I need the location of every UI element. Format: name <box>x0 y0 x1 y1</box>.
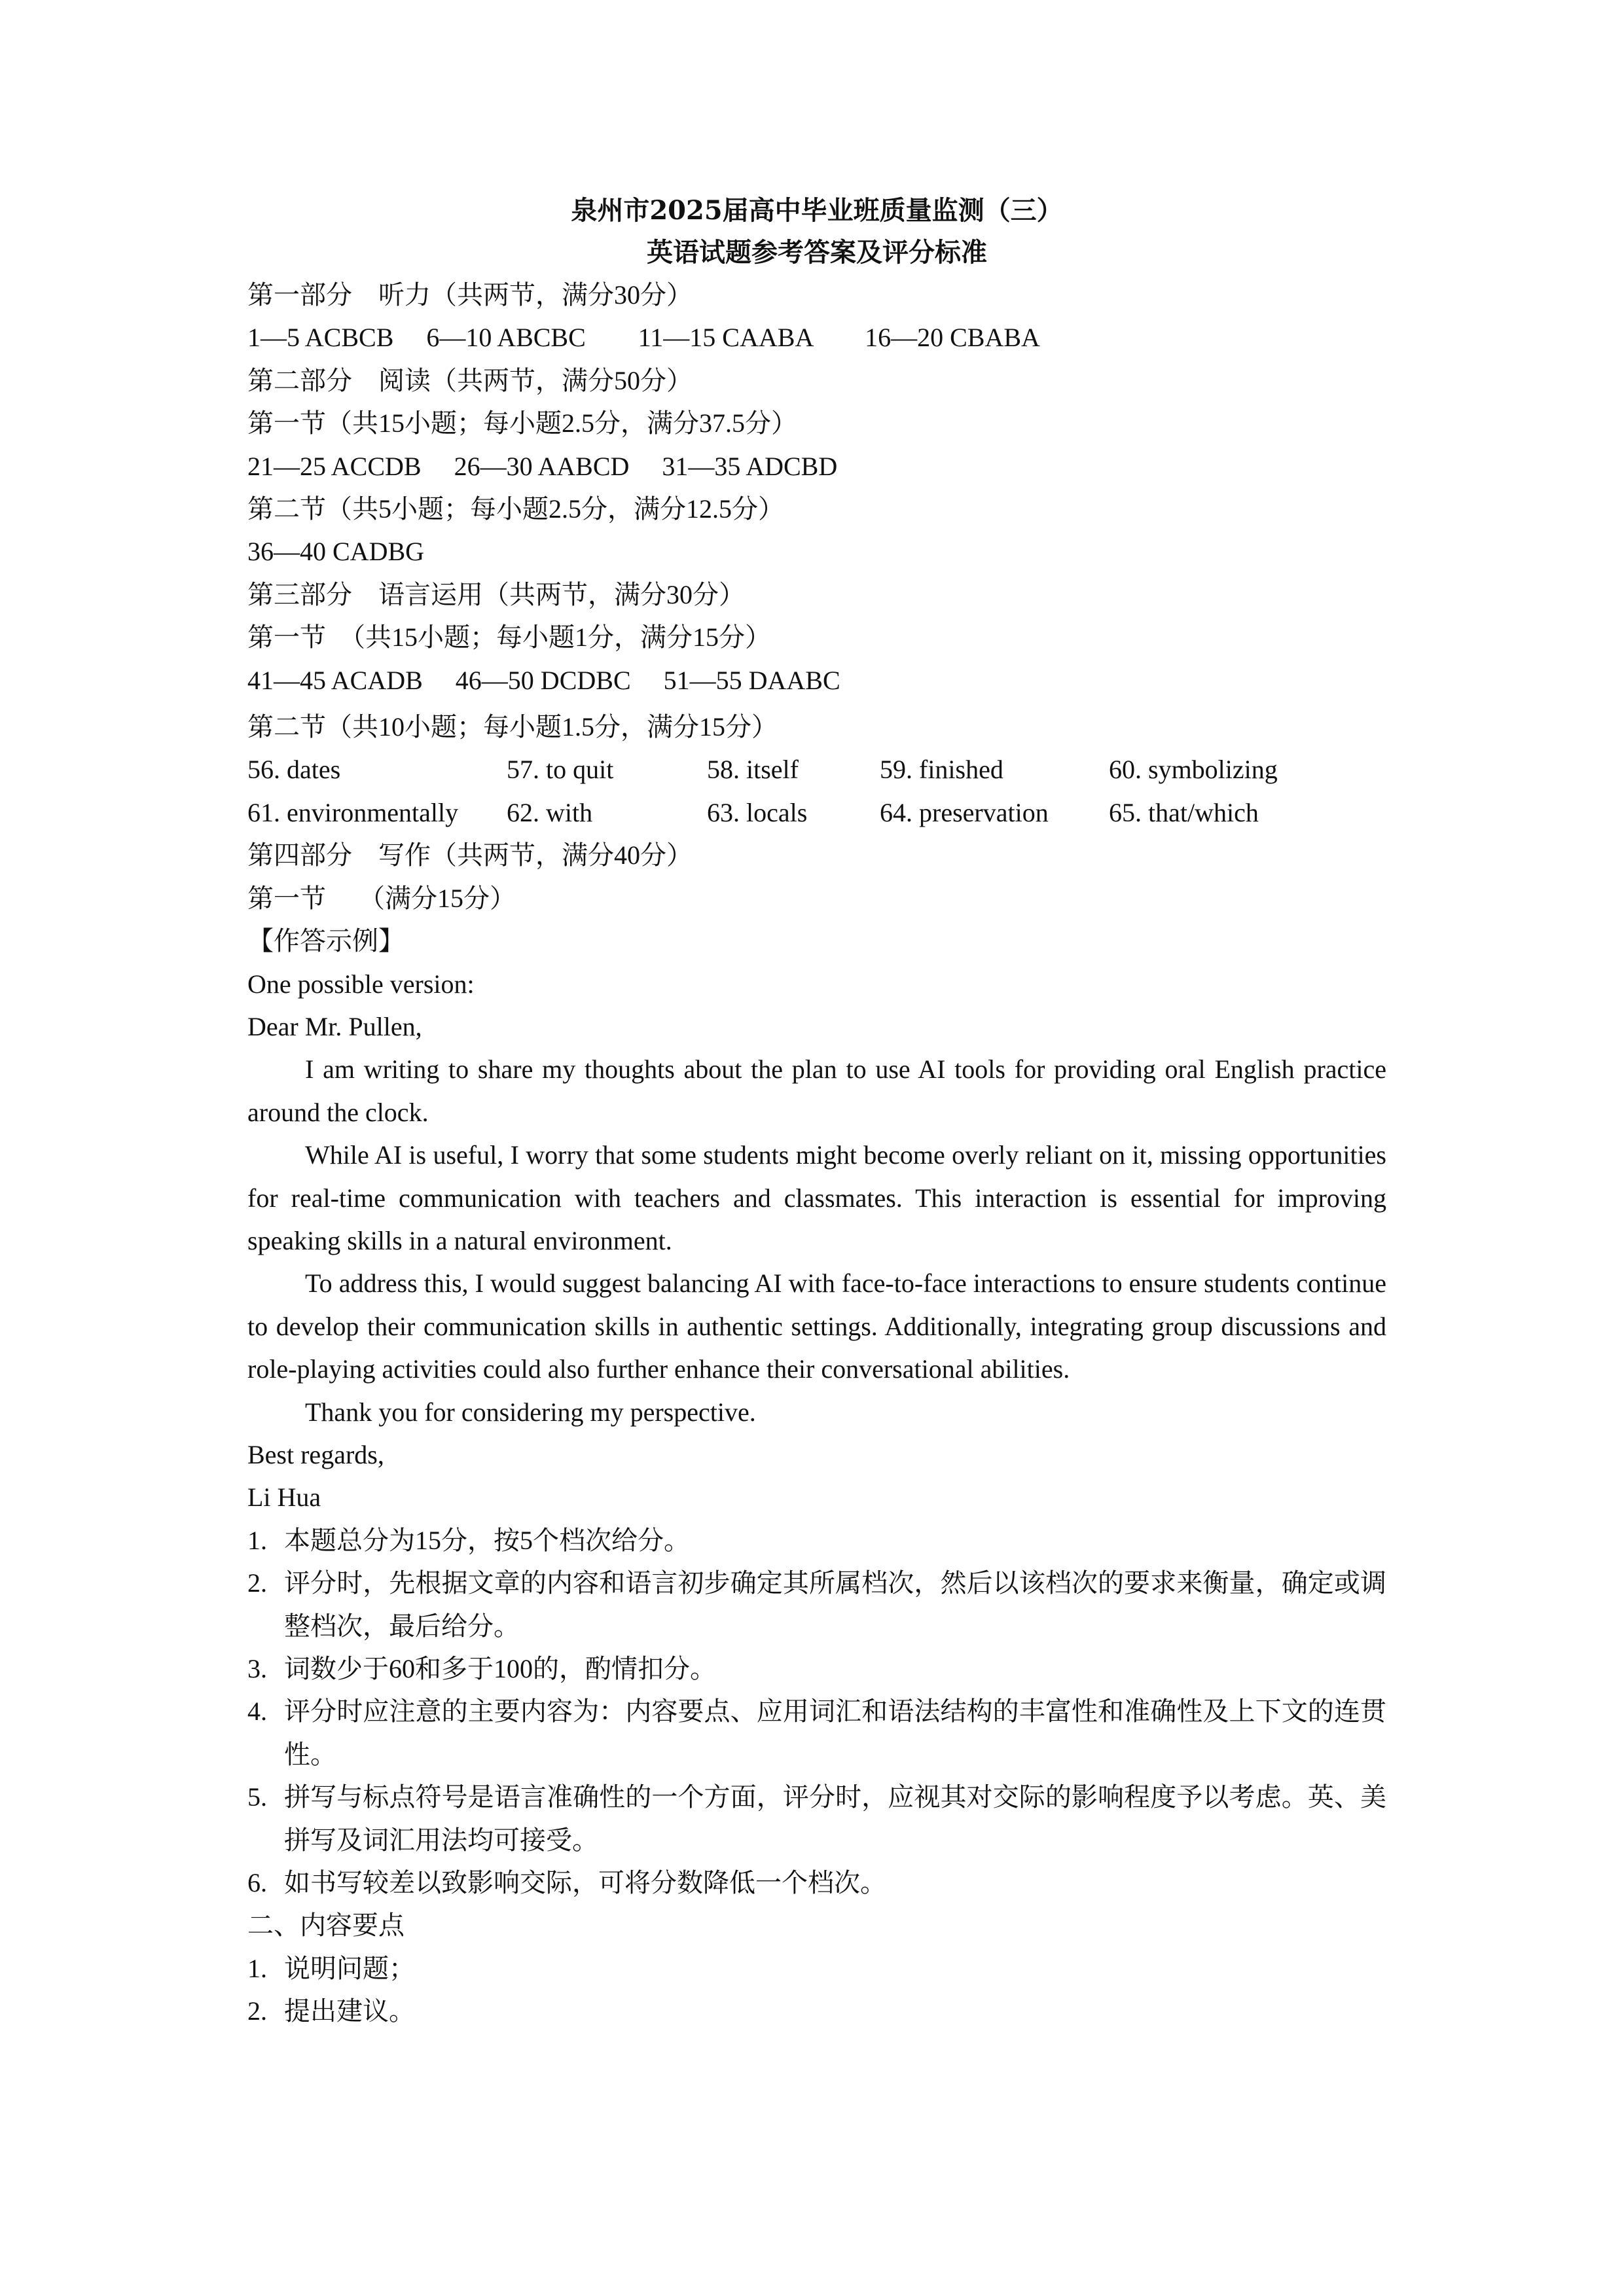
criteria-item <box>247 1562 1386 1647</box>
part1-heading: 第一部分 听力（共两节，满分30分） <box>247 280 693 310</box>
letter-closing: Best regards, <box>247 1439 384 1469</box>
criteria-item <box>247 1519 1386 1562</box>
part3-section1-answers: 41—45 ACADB 46—50 DCDBC 51—55 DAABC <box>247 665 840 695</box>
letter-signature: Li Hua <box>247 1482 321 1513</box>
letter-paragraph: I am writing to share my thoughts about the plan to use AI tools for providing oral English practice around the clock. <box>247 1054 1386 1127</box>
letter-paragraph: Thank you for considering my perspective. <box>305 1397 756 1427</box>
content-point-number: 2. <box>247 1996 267 2026</box>
content-point-text: 提出建议。 <box>284 1996 415 2026</box>
answer-cell: 60. symbolizing <box>1109 755 1278 785</box>
criteria-text: 如书写较差以致影响交际，可将分数降低一个档次。 <box>284 1868 886 1898</box>
answer-cell: 62. with <box>507 797 593 827</box>
criteria-item <box>247 1861 1386 1904</box>
letter-paragraph: To address this, I would suggest balancing AI with face-to-face interactions to ensure students continue to develop their communication skills in authentic settings. Additionally, integrating group discussions and role-playing activities could also further enhance their conversational abilities. <box>247 1268 1386 1384</box>
answer-cell: 59. finished <box>880 755 1003 785</box>
criteria-text: 词数少于60和多于100的，酌情扣分。 <box>284 1654 716 1683</box>
content-points-heading: 二、内容要点 <box>247 1910 405 1941</box>
answer-cell: 64. preservation <box>880 797 1049 827</box>
criteria-number: 5. <box>247 1782 267 1812</box>
part3-section1-heading: 第一节 （共15小题；每小题1分，满分15分） <box>247 622 771 653</box>
criteria-number: 2. <box>247 1568 267 1598</box>
answer-row <box>247 748 1386 791</box>
part2-section1-heading: 第一节（共15小题；每小题2.5分，满分37.5分） <box>247 408 797 439</box>
content-point-item <box>247 1990 1386 2032</box>
letter-salutation: Dear Mr. Pullen, <box>247 1011 422 1041</box>
criteria-text: 评分时，先根据文章的内容和语言初步确定其所属档次，然后以该档次的要求来衡量，确定或调整档次，最后给分。 <box>284 1568 1386 1641</box>
part2-heading: 第二部分 阅读（共两节，满分50分） <box>247 365 693 395</box>
content-point-text: 说明问题； <box>284 1953 415 1983</box>
criteria-text: 拼写与标点符号是语言准确性的一个方面，评分时，应视其对交际的影响程度予以考虑。英、美拼写及词汇用法均可接受。 <box>284 1782 1386 1855</box>
answer-cell: 57. to quit <box>507 755 614 785</box>
answer-cell: 61. environmentally <box>247 797 459 827</box>
answer-cell: 58. itself <box>707 755 799 785</box>
part4-section1-heading: 第一节 （满分15分） <box>247 883 516 913</box>
part2-section2-answers: 36—40 CADBG <box>247 537 425 567</box>
criteria-text: 本题总分为15分，按5个档次给分。 <box>284 1525 690 1555</box>
content-point-item <box>247 1947 1386 1990</box>
part4-heading: 第四部分 写作（共两节，满分40分） <box>247 840 693 870</box>
part2-section1-answers: 21—25 ACCDB 26—30 AABCD 31—35 ADCBD <box>247 451 838 481</box>
answer-cell: 63. locals <box>707 797 808 827</box>
document-title: 泉州市2025届高中毕业班质量监测（三） <box>571 195 1063 226</box>
part1-answers: 1—5 ACBCB 6—10 ABCBC 11—15 CAABA 16—20 CBABA <box>247 323 1040 353</box>
example-label: 【作答示例】 <box>247 926 405 956</box>
part3-section2-heading: 第二节（共10小题；每小题1.5分，满分15分） <box>247 712 778 742</box>
criteria-number: 3. <box>247 1654 267 1683</box>
answer-cell: 56. dates <box>247 755 341 785</box>
content-point-number: 1. <box>247 1953 267 1983</box>
criteria-number: 4. <box>247 1696 267 1727</box>
document-subtitle: 英语试题参考答案及评分标准 <box>647 237 987 268</box>
part2-section2-heading: 第二节（共5小题；每小题2.5分，满分12.5分） <box>247 494 784 524</box>
criteria-item <box>247 1690 1386 1776</box>
criteria-number: 1. <box>247 1525 267 1555</box>
criteria-item <box>247 1776 1386 1861</box>
answer-row <box>247 791 1386 834</box>
letter-paragraph: While AI is useful, I worry that some students might become overly reliant on it, missing opportunities for real-time communication with teachers and classmates. This interaction is essential for improving speaking skills in a natural environment. <box>247 1140 1386 1255</box>
version-label: One possible version: <box>247 969 475 999</box>
criteria-text: 评分时应注意的主要内容为：内容要点、应用词汇和语法结构的丰富性和准确性及上下文的连贯性。 <box>284 1696 1386 1769</box>
answer-cell: 65. that/which <box>1109 797 1259 827</box>
part3-heading: 第三部分 语言运用（共两节，满分30分） <box>247 579 745 609</box>
criteria-item <box>247 1647 1386 1690</box>
criteria-number: 6. <box>247 1868 267 1898</box>
answer-key-page <box>247 190 1386 2033</box>
